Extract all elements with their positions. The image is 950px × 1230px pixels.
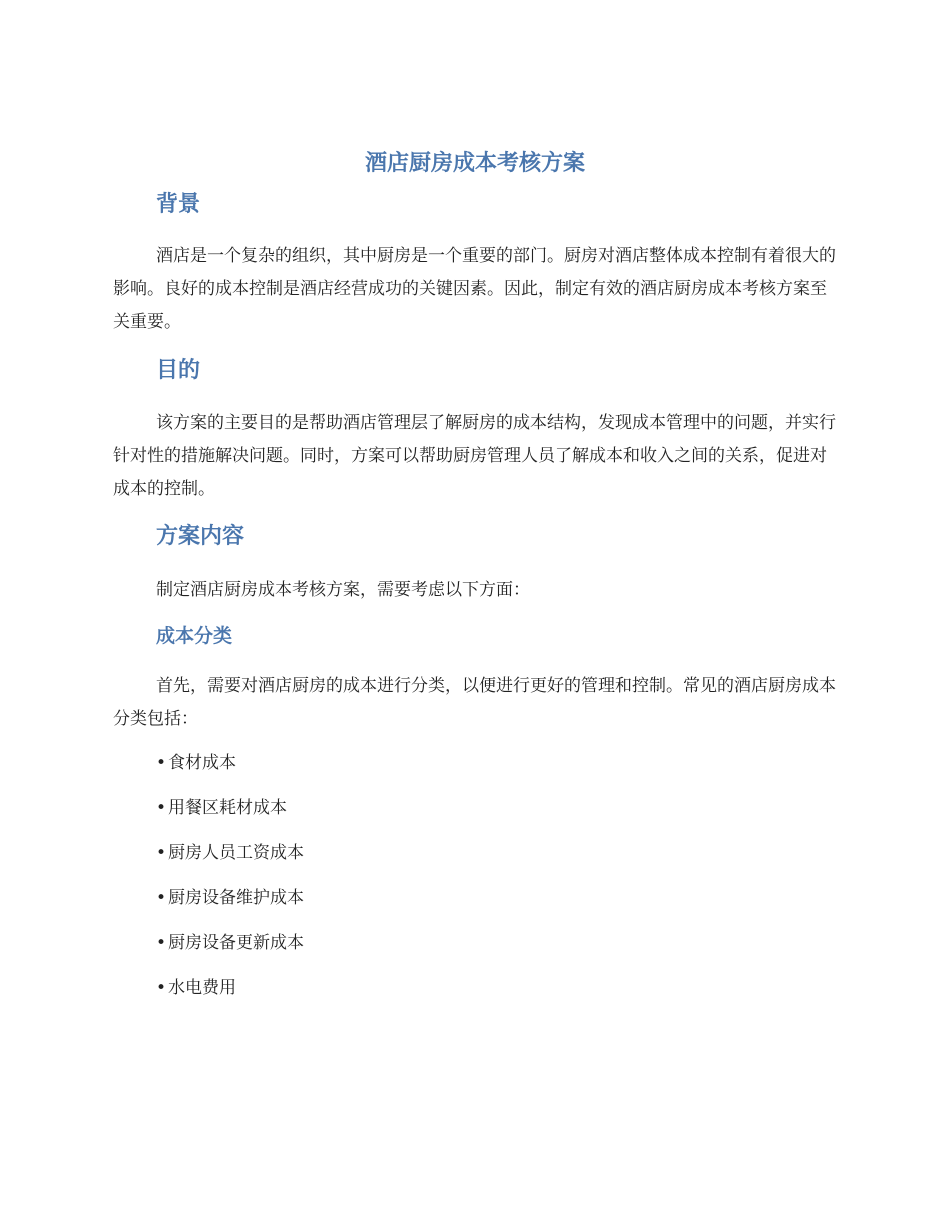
paragraph-background: 酒店是一个复杂的组织，其中厨房是一个重要的部门。厨房对酒店整体成本控制有着很大的影响。良好的成本控制是酒店经营成功的关键因素。因此，制定有效的酒店厨房成本考核方案至关重要。: [113, 246, 836, 332]
bullet-icon: •: [156, 798, 167, 818]
list-item-label: 厨房设备维护成本: [168, 888, 304, 908]
heading-purpose: 目的: [156, 358, 201, 383]
list-item: [156, 974, 236, 1002]
heading-background: 背景: [156, 192, 201, 217]
list-item-label: 厨房人员工资成本: [168, 843, 304, 863]
paragraph-cost-classification: 首先，需要对酒店厨房的成本进行分类，以便进行更好的管理和控制。常见的酒店厨房成本分类包括：: [113, 676, 836, 729]
bullet-icon: •: [156, 753, 167, 773]
paragraph-content: 制定酒店厨房成本考核方案，需要考虑以下方面：: [156, 580, 530, 600]
bullet-icon: •: [156, 933, 167, 953]
list-item: [156, 929, 304, 957]
list-item: [156, 794, 287, 822]
list-item: [156, 839, 304, 867]
list-item-label: 水电费用: [168, 978, 236, 998]
heading-cost-classification: 成本分类: [156, 625, 233, 647]
bullet-icon: •: [156, 888, 167, 908]
list-item-label: 厨房设备更新成本: [168, 933, 304, 953]
heading-content: 方案内容: [156, 524, 245, 549]
list-item-label: 食材成本: [168, 753, 236, 773]
list-item: [156, 749, 236, 777]
document-title: 酒店厨房成本考核方案: [364, 151, 585, 176]
bullet-icon: •: [156, 843, 167, 863]
list-item: [156, 884, 304, 912]
paragraph-purpose: 该方案的主要目的是帮助酒店管理层了解厨房的成本结构，发现成本管理中的问题，并实行针对性的措施解决问题。同时，方案可以帮助厨房管理人员了解成本和收入之间的关系，促进对成本的控制。: [113, 413, 836, 499]
list-item-label: 用餐区耗材成本: [168, 798, 287, 818]
bullet-icon: •: [156, 978, 167, 998]
